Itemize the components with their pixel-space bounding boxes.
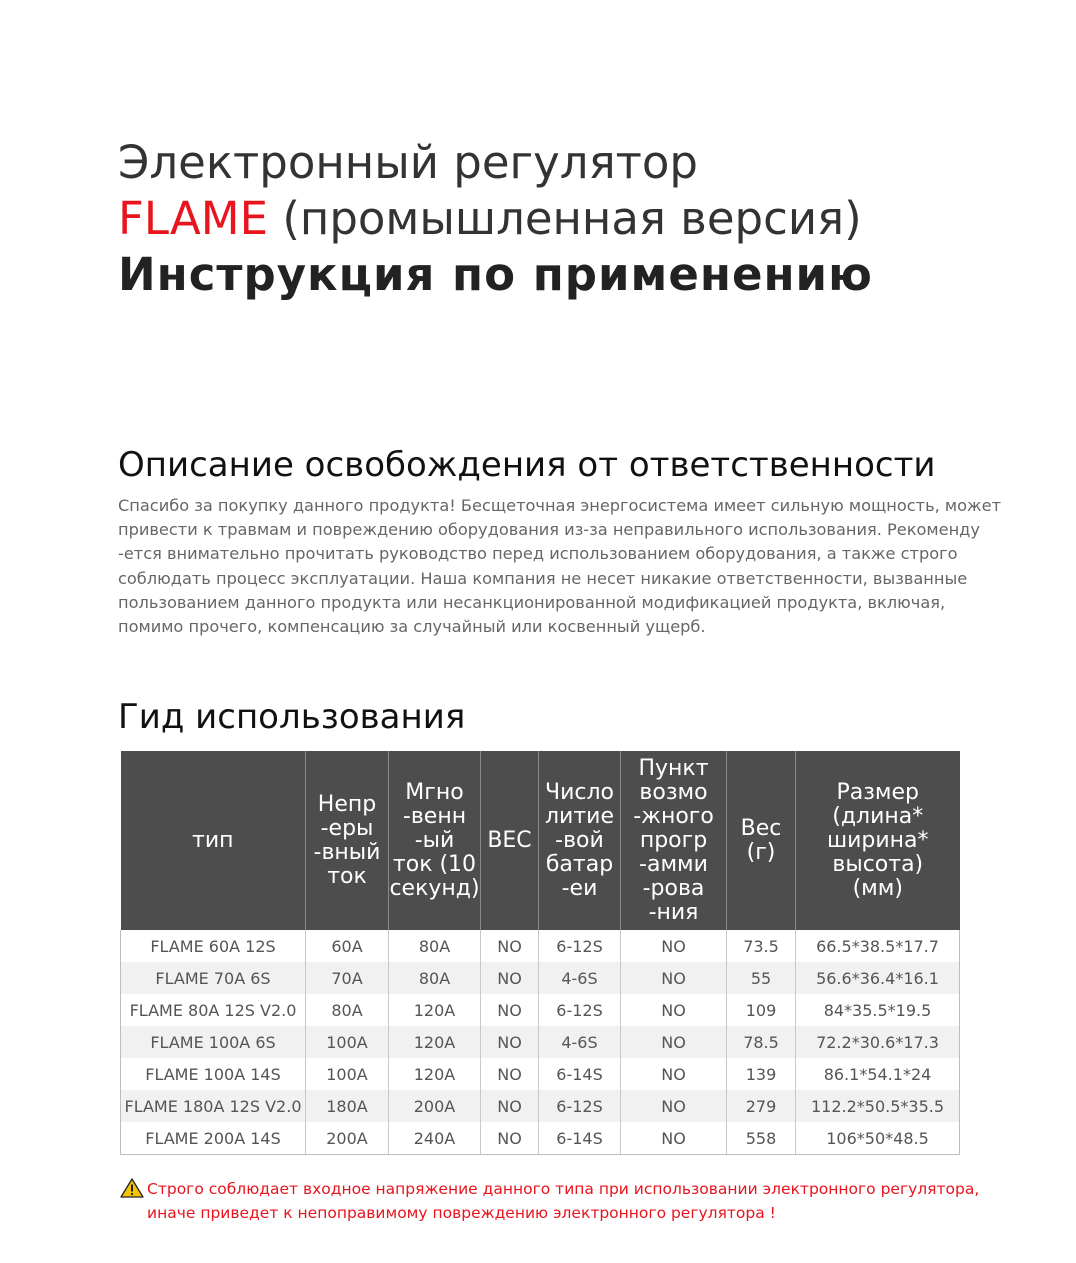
column-header [796, 751, 960, 930]
column-header [539, 751, 621, 930]
column-header-line: -амми [639, 851, 708, 877]
warning-line-2: иначе приведет к непоправимому повреждению электронного регулятора ! [147, 1204, 776, 1222]
table-cell: NO [481, 1090, 539, 1122]
table-cell: 73.5 [727, 930, 796, 962]
column-header-line: секунд) [389, 875, 480, 901]
disclaimer-heading: Описание освобождения от ответственности [118, 445, 936, 485]
table-row [121, 1090, 960, 1122]
table-cell: NO [481, 962, 539, 994]
table-cell: 139 [727, 1058, 796, 1090]
column-header-line: батар [545, 851, 614, 877]
table-cell: FLAME 60A 12S [121, 930, 306, 962]
column-header-line: Число [545, 779, 614, 805]
column-header-line: BEC [487, 827, 532, 853]
column-header-line: (мм) [852, 875, 903, 901]
table-cell: 120A [389, 1026, 481, 1058]
column-header-line: тип [192, 827, 234, 853]
disclaimer-line: привести к травмам и повреждению оборудования из-за неправильного использования. Рекоменду [118, 520, 980, 540]
column-header [727, 751, 796, 930]
table-cell: 86.1*54.1*24 [796, 1058, 960, 1090]
document-title [118, 135, 873, 303]
column-header-line: прогр [639, 827, 708, 853]
column-header-line: -еи [561, 875, 598, 901]
table-cell: 80A [389, 930, 481, 962]
table-cell: 4-6S [539, 962, 621, 994]
column-header-line: -жного [633, 803, 714, 829]
table-cell: 200A [306, 1122, 389, 1155]
table-cell: 72.2*30.6*17.3 [796, 1026, 960, 1058]
column-header-line: Размер [836, 779, 920, 805]
table-cell: 112.2*50.5*35.5 [796, 1090, 960, 1122]
column-header-line: -вный [313, 839, 381, 865]
disclaimer-line: помимо прочего, компенсацию за случайный или косвенный ущерб. [118, 617, 706, 637]
table-cell: 70A [306, 962, 389, 994]
table-cell: 109 [727, 994, 796, 1026]
column-header-line: литие [544, 803, 614, 829]
column-header-line: (г) [746, 839, 776, 865]
column-header-line: ток [327, 863, 367, 889]
disclaimer-line: пользованием данного продукта или несанкционированной модификацией продукта, включая, [118, 592, 946, 612]
column-header-line: -рова [642, 875, 705, 901]
table-cell: 6-12S [539, 1090, 621, 1122]
column-header-line: Непр [317, 791, 377, 817]
column-header [389, 751, 481, 930]
table-cell: 78.5 [727, 1026, 796, 1058]
table-cell: NO [481, 1122, 539, 1155]
table-cell: NO [621, 1122, 727, 1155]
table-cell: 4-6S [539, 1026, 621, 1058]
table-cell: FLAME 100A 6S [121, 1026, 306, 1058]
table-cell: 106*50*48.5 [796, 1122, 960, 1155]
warning-note [120, 1177, 979, 1225]
table-cell: FLAME 100A 14S [121, 1058, 306, 1090]
table-cell: 60A [306, 930, 389, 962]
table-cell: NO [481, 994, 539, 1026]
table-cell: 6-14S [539, 1122, 621, 1155]
column-header-line: Вес [740, 815, 782, 841]
column-header-line: возмо [639, 779, 708, 805]
disclaimer-text [118, 494, 1002, 639]
table-cell: 180A [306, 1090, 389, 1122]
column-header-line: -ния [648, 899, 699, 925]
table-cell: 120A [389, 994, 481, 1026]
column-header-line: высота) [832, 851, 924, 877]
table-cell: NO [621, 962, 727, 994]
column-header-line: ток (10 [392, 851, 477, 877]
table-header-row [121, 751, 960, 930]
column-header [306, 751, 389, 930]
table-cell: NO [621, 994, 727, 1026]
table-cell: NO [481, 1026, 539, 1058]
table-cell: 100A [306, 1026, 389, 1058]
column-header-line: -еры [320, 815, 374, 841]
table-cell: 6-14S [539, 1058, 621, 1090]
table-cell: NO [481, 930, 539, 962]
table-cell: NO [621, 1058, 727, 1090]
column-header [121, 751, 306, 930]
disclaimer-line: Спасибо за покупку данного продукта! Бесщеточная энергосистема имеет сильную мощность, может [118, 496, 1002, 515]
title-line-1: Электронный регулятор [118, 136, 698, 189]
column-header-line: (длина* [832, 803, 924, 829]
table-cell: 84*35.5*19.5 [796, 994, 960, 1026]
guide-heading: Гид использования [118, 697, 466, 737]
table-cell: 66.5*38.5*17.7 [796, 930, 960, 962]
column-header-line: Пункт [638, 755, 709, 781]
table-cell: 240A [389, 1122, 481, 1155]
table-row [121, 1026, 960, 1058]
table-cell: 200A [389, 1090, 481, 1122]
table-cell: 80A [389, 962, 481, 994]
table-cell: 120A [389, 1058, 481, 1090]
column-header-line: -ый [414, 827, 455, 853]
column-header [621, 751, 727, 930]
table-cell: FLAME 70A 6S [121, 962, 306, 994]
disclaimer-line: -ется внимательно прочитать руководство перед использованием оборудования, а также строго [118, 544, 958, 564]
table-cell: FLAME 80A 12S V2.0 [121, 994, 306, 1026]
table-cell: FLAME 180A 12S V2.0 [121, 1090, 306, 1122]
warning-line-1: Строго соблюдает входное напряжение данного типа при использовании электронного регулятора, [147, 1180, 980, 1198]
table-cell: NO [481, 1058, 539, 1090]
table-cell: 80A [306, 994, 389, 1026]
table-row [121, 1058, 960, 1090]
table-cell: 56.6*36.4*16.1 [796, 962, 960, 994]
column-header-line: -венн [402, 803, 467, 829]
table-cell: NO [621, 1026, 727, 1058]
spec-table [120, 751, 960, 1155]
title-line-2 [118, 191, 873, 247]
title-line-3: Инструкция по применению [118, 248, 873, 301]
column-header-line: Мгно [405, 779, 464, 805]
table-cell: FLAME 200A 14S [121, 1122, 306, 1155]
table-cell: 55 [727, 962, 796, 994]
column-header-line: -вой [555, 827, 604, 853]
brand-name: FLAME [118, 192, 269, 245]
column-header [481, 751, 539, 930]
table-row [121, 1122, 960, 1155]
column-header-line: ширина* [826, 827, 929, 853]
table-row [121, 994, 960, 1026]
table-row [121, 962, 960, 994]
table-cell: 100A [306, 1058, 389, 1090]
disclaimer-line: соблюдать процесс эксплуатации. Наша компания не несет никакие ответственности, вызванные [118, 568, 968, 588]
table-cell: 6-12S [539, 930, 621, 962]
warning-triangle-icon [120, 1178, 144, 1198]
table-body [121, 930, 960, 1155]
table-row [121, 930, 960, 962]
table-cell: 558 [727, 1122, 796, 1155]
table-cell: NO [621, 1090, 727, 1122]
title-line-2-rest: (промышленная версия) [268, 192, 862, 245]
table-cell: 279 [727, 1090, 796, 1122]
table-cell: 6-12S [539, 994, 621, 1026]
table-cell: NO [621, 930, 727, 962]
